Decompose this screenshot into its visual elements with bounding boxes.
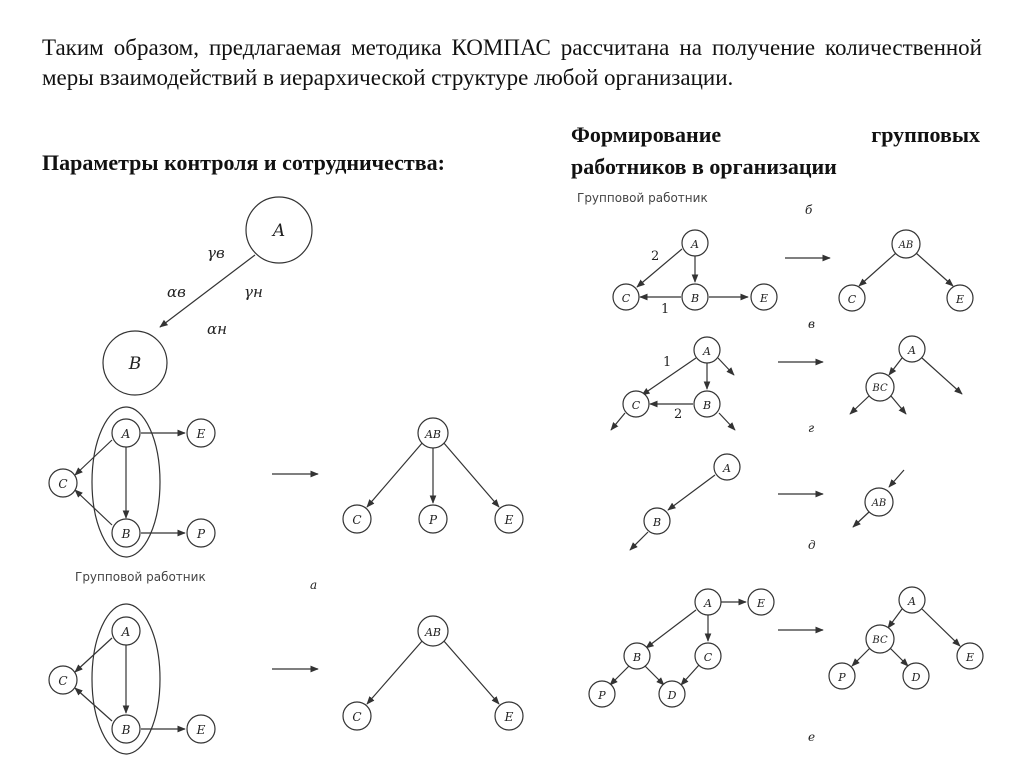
node-e-label: E — [955, 293, 965, 306]
node-p-label: P — [196, 527, 206, 541]
node-e-label: E — [504, 710, 514, 724]
node-a-label: A — [908, 344, 916, 357]
edge-a-bc — [888, 609, 902, 628]
edge-ab-c — [367, 442, 423, 507]
right-panel-4-original — [589, 589, 774, 707]
relation-diagram-ab — [103, 197, 312, 395]
left-panel-1-original — [49, 407, 215, 557]
label-gamma-upper: γв — [207, 244, 225, 262]
label-alpha-upper: αв — [167, 283, 186, 301]
label-alpha-lower: αн — [207, 320, 228, 338]
right-panel-2-original — [611, 337, 735, 430]
right-panel-3-original — [630, 454, 740, 550]
edge-a-b — [646, 610, 696, 648]
node-e-label: E — [196, 723, 206, 737]
node-b-label: B — [652, 516, 662, 529]
node-p-label: P — [598, 689, 606, 702]
node-c-label: C — [621, 292, 631, 305]
group-worker-caption-right: Групповой работник — [577, 191, 708, 205]
node-ab-label: AB — [424, 626, 442, 639]
node-b-label: B — [632, 651, 642, 664]
edge-ab-c — [859, 253, 896, 286]
edge-a-c — [637, 249, 682, 287]
edge-b-p — [610, 665, 630, 685]
edge-ab-e — [443, 442, 499, 507]
panel-letter-g: г — [808, 421, 815, 435]
node-a-large-label: A — [272, 221, 286, 241]
right-panel-1-result — [839, 230, 973, 311]
edge-a-out — [718, 358, 734, 375]
edge-ab-e — [443, 640, 499, 704]
node-e-label: E — [756, 597, 766, 610]
node-c-label: C — [58, 477, 68, 491]
edge-bc-p — [852, 648, 870, 666]
node-c-label: C — [703, 651, 713, 664]
right-panel-3-result — [853, 470, 904, 527]
node-c-label: C — [352, 710, 362, 724]
node-c-label: C — [352, 513, 362, 527]
node-c-label: C — [847, 293, 857, 306]
node-b-label: B — [690, 292, 700, 305]
edge-label-1: 1 — [663, 355, 672, 370]
edge-label-2: 2 — [674, 407, 683, 422]
node-a-label: A — [121, 625, 131, 639]
edge-a-c — [75, 440, 112, 475]
edge-label-1: 1 — [661, 302, 670, 317]
node-bc-label: BC — [872, 383, 888, 394]
edge-in — [889, 470, 904, 487]
edge-b-d — [644, 665, 664, 685]
edge-b-out — [630, 532, 648, 550]
heading-word-formation: Формирование — [571, 122, 722, 147]
edge-label-2: 2 — [651, 249, 660, 264]
left-panel-2-result — [343, 616, 523, 730]
node-a-label: A — [908, 595, 916, 608]
edge-ab-e — [916, 253, 953, 286]
right-panel-2-result — [850, 336, 962, 414]
node-e-label: E — [759, 292, 769, 305]
heading-word-group: групповых — [871, 122, 980, 147]
heading-group-workers-line2: работников в организации — [571, 154, 837, 179]
node-a-label: A — [703, 345, 711, 358]
edge-bc-out-left — [850, 396, 869, 414]
group-worker-caption-left: Групповой работник — [75, 570, 206, 584]
node-p-label: P — [428, 513, 438, 527]
node-ab-label: AB — [898, 240, 914, 251]
node-b-large-label: B — [128, 354, 142, 374]
edge-bc-out-right — [891, 396, 906, 414]
node-a-label: A — [121, 427, 131, 441]
node-bc-label: BC — [872, 635, 888, 646]
edge-b-out — [719, 413, 735, 430]
node-b-label: B — [121, 527, 131, 541]
edge-b-c — [75, 490, 112, 525]
panel-letter-a: а — [310, 578, 318, 592]
node-d-label: D — [667, 689, 677, 702]
panel-letter-b: б — [805, 203, 813, 217]
node-d-label: D — [911, 671, 921, 684]
node-e-label: E — [965, 651, 975, 664]
right-panel-4-result — [829, 587, 983, 689]
node-c-label: C — [58, 674, 68, 688]
edge-a-b — [668, 475, 715, 510]
node-c-label: C — [631, 399, 641, 412]
edge-a-c — [75, 638, 112, 672]
node-a-label: A — [691, 238, 699, 251]
edge-a-out — [922, 358, 962, 394]
edge-c-out — [611, 413, 625, 430]
node-p-label: P — [838, 671, 846, 684]
left-panel-1-result — [343, 418, 523, 533]
edge-a-bc — [889, 358, 902, 375]
node-a-label: A — [723, 462, 731, 475]
node-ab-label: AB — [424, 428, 442, 441]
heading-control-params: Параметры контроля и сотрудничества: — [42, 150, 445, 175]
intro-paragraph: Таким образом, предлагаемая методика КОМПАС рассчитана на получение количественной меры взаимодействий в иерархической структуре любой организации. — [42, 35, 982, 90]
node-b-label: B — [702, 399, 712, 412]
edge-ab-out — [853, 512, 869, 527]
node-e-label: E — [196, 427, 206, 441]
panel-letter-d: д — [808, 538, 816, 552]
panel-letter-v: в — [808, 317, 815, 331]
edge-a-e — [922, 609, 960, 646]
node-b-label: B — [121, 723, 131, 737]
node-e-label: E — [504, 513, 514, 527]
edge-bc-d — [890, 648, 908, 666]
edge-c-d — [681, 665, 699, 685]
right-panel-1-original — [613, 230, 777, 317]
panel-letter-e: е — [808, 730, 816, 744]
edge-ab-c — [367, 640, 423, 704]
node-a-label: A — [704, 597, 712, 610]
left-panel-2-original — [49, 604, 215, 754]
node-ab-label: AB — [871, 498, 887, 509]
edge-b-c — [75, 688, 112, 721]
label-gamma-lower: γн — [244, 283, 263, 301]
